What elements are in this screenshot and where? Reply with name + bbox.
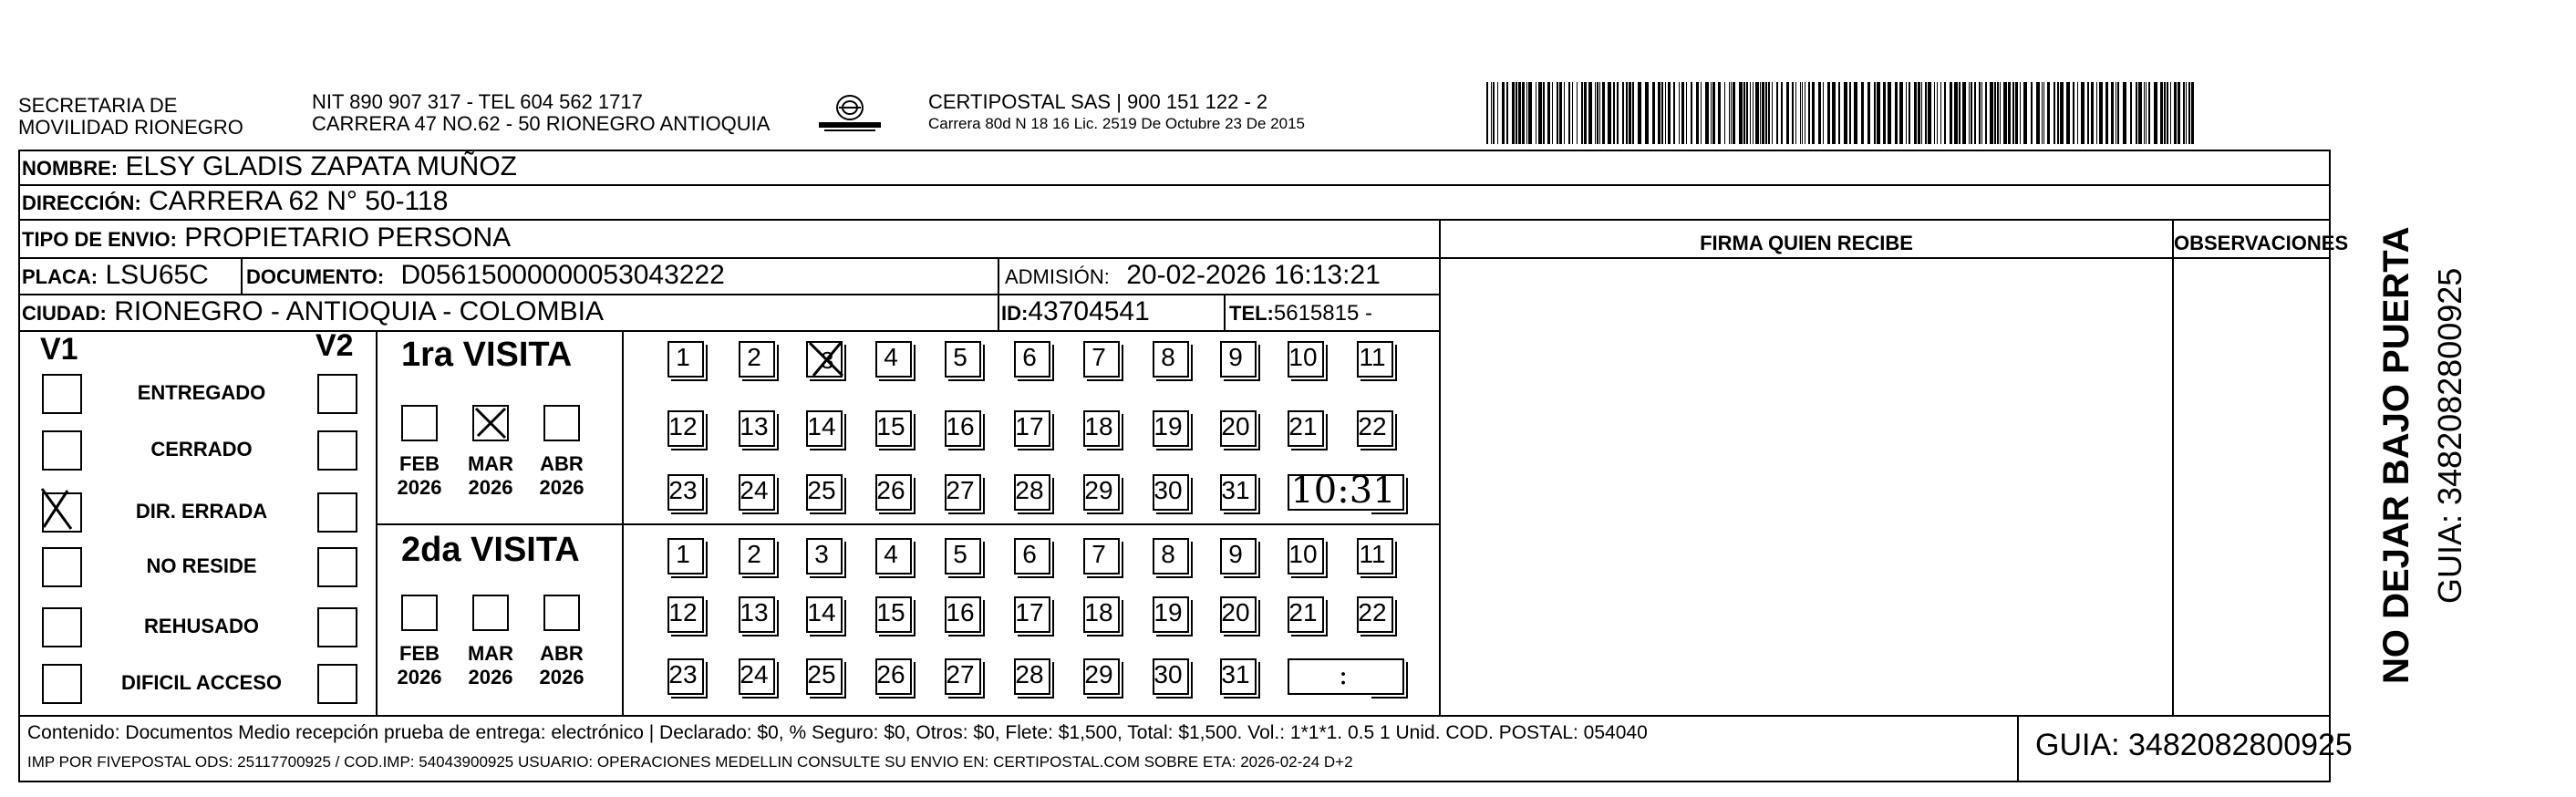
- day-box[interactable]: 15: [875, 410, 912, 447]
- day-box[interactable]: 12: [667, 596, 704, 633]
- day-box[interactable]: 25: [806, 474, 843, 511]
- admision-value: 20-02-2026 16:13:21: [1126, 260, 1381, 290]
- nombre-value: ELSY GLADIS ZAPATA MUÑOZ: [125, 151, 518, 181]
- day-box[interactable]: 19: [1153, 596, 1189, 633]
- direccion-value: CARRERA 62 N° 50-118: [149, 186, 449, 216]
- day-box[interactable]: 23: [667, 658, 704, 695]
- side-warning: NO DEJAR BAJO PUERTA: [2376, 226, 2416, 684]
- secretaria-line1: SECRETARIA DE: [18, 94, 178, 117]
- nit-line2: CARRERA 47 NO.62 - 50 RIONEGRO ANTIOQUIA: [312, 112, 771, 135]
- v1-checkbox[interactable]: [42, 492, 82, 533]
- v1-checkbox[interactable]: [42, 374, 82, 414]
- check-mark-icon: [806, 339, 846, 379]
- day-box[interactable]: 27: [945, 474, 981, 511]
- status-label: DIR. ERRADA: [135, 500, 268, 523]
- day-box[interactable]: 22: [1357, 410, 1393, 447]
- company-block: [928, 91, 1305, 133]
- day-box[interactable]: 6: [1014, 538, 1050, 574]
- day-box[interactable]: 22: [1357, 596, 1393, 633]
- svg-text:3: 3: [821, 347, 834, 374]
- day-box[interactable]: 14: [806, 596, 843, 633]
- secretaria-line2: MOVILIDAD RIONEGRO: [18, 116, 243, 139]
- day-box[interactable]: 13: [739, 410, 775, 447]
- month-checkbox[interactable]: [543, 405, 580, 441]
- day-box[interactable]: 16: [945, 596, 981, 633]
- day-box[interactable]: 25: [806, 658, 843, 695]
- placa-cell: [22, 260, 209, 293]
- day-box[interactable]: 31: [1220, 658, 1257, 695]
- day-box[interactable]: 3: [806, 538, 843, 574]
- ciudad-label: CIUDAD:: [22, 302, 107, 325]
- month-label: FEB 2026: [397, 452, 442, 499]
- month-checkbox[interactable]: [401, 405, 438, 441]
- v1-checkbox[interactable]: [42, 547, 82, 587]
- month-label: MAR 2026: [467, 642, 514, 688]
- month-checkbox[interactable]: [543, 595, 580, 631]
- status-label: ENTREGADO: [137, 381, 266, 404]
- day-box[interactable]: 23: [667, 474, 704, 511]
- nombre-label: NOMBRE:: [22, 157, 119, 180]
- month-checkbox[interactable]: [472, 405, 509, 441]
- day-box[interactable]: 14: [806, 410, 843, 447]
- tipo-value: PROPIETARIO PERSONA: [184, 223, 512, 253]
- month-label: ABR 2026: [539, 642, 585, 688]
- day-box[interactable]: 4: [875, 341, 912, 378]
- v1-checkbox[interactable]: [42, 607, 82, 647]
- day-box[interactable]: 29: [1083, 474, 1120, 511]
- v2-header: V2: [316, 328, 354, 363]
- tel-label: TEL:: [1229, 302, 1274, 325]
- day-box[interactable]: 11: [1357, 538, 1393, 574]
- v2-checkbox[interactable]: [317, 492, 357, 533]
- v2-checkbox[interactable]: [317, 374, 357, 414]
- placa-value: LSU65C: [105, 260, 209, 290]
- v2-checkbox[interactable]: [317, 664, 357, 704]
- day-box[interactable]: 6: [1014, 341, 1050, 378]
- status-label: DIFICIL ACCESO: [120, 671, 282, 694]
- v2-checkbox[interactable]: [317, 607, 357, 647]
- day-box[interactable]: 12: [667, 410, 704, 447]
- day-box[interactable]: 9: [1220, 341, 1257, 378]
- footer-guia: GUIA: 3482082800925: [2035, 728, 2353, 762]
- day-box[interactable]: 7: [1083, 341, 1120, 378]
- side-guia: GUIA: 3482082800925: [2431, 267, 2468, 604]
- footer-imp-line: IMP POR FIVEPOSTAL ODS: 25117700925 / COD.IMP: 54043900925 USUARIO: OPERACIONES MEDELLIN CONSULTE SU ENVIO EN: CERTIPOSTAL.COM SOBRE ETA: 2026-02-24 D+2: [27, 753, 1353, 771]
- nit-line1: NIT 890 907 317 - TEL 604 562 1717: [312, 90, 643, 113]
- day-box[interactable]: 17: [1014, 596, 1050, 633]
- day-box[interactable]: 20: [1220, 410, 1257, 447]
- status-label: REHUSADO: [144, 615, 259, 637]
- admision-label: ADMISIÓN:: [1005, 265, 1110, 288]
- observaciones-header: OBSERVACIONES: [2174, 232, 2349, 254]
- direccion-label: DIRECCIÓN:: [22, 191, 141, 214]
- day-box[interactable]: 28: [1014, 474, 1050, 511]
- day-box[interactable]: 30: [1153, 658, 1189, 695]
- first-visit-time-field[interactable]: 10:31: [1288, 474, 1404, 511]
- day-box[interactable]: 2: [739, 341, 775, 378]
- day-box[interactable]: 10: [1288, 538, 1324, 574]
- day-box[interactable]: 7: [1083, 538, 1120, 574]
- tipo-row: [22, 223, 511, 255]
- barcode: [1486, 82, 2198, 144]
- day-box[interactable]: 20: [1220, 596, 1257, 633]
- day-box[interactable]: 24: [739, 474, 775, 511]
- v2-checkbox[interactable]: [317, 547, 357, 587]
- placa-label: PLACA:: [22, 265, 98, 288]
- day-box[interactable]: 26: [875, 474, 912, 511]
- secretaria-block: [18, 95, 243, 139]
- day-box[interactable]: 18: [1083, 410, 1120, 447]
- id-label: ID:: [1001, 302, 1029, 325]
- month-label: FEB 2026: [397, 642, 442, 688]
- day-box[interactable]: 8: [1153, 538, 1189, 574]
- second-visit-title: 2da VISITA: [401, 531, 580, 569]
- documento-value: D05615000000053043222: [400, 260, 725, 290]
- day-box[interactable]: 15: [875, 596, 912, 633]
- day-box[interactable]: 27: [945, 658, 981, 695]
- day-box[interactable]: 21: [1288, 410, 1324, 447]
- day-box[interactable]: 4: [875, 538, 912, 574]
- tel-value: 5615815 -: [1273, 301, 1372, 326]
- check-mark-icon: [35, 483, 86, 534]
- day-box[interactable]: 18: [1083, 596, 1120, 633]
- ciudad-cell: [22, 296, 604, 329]
- day-box[interactable]: 30: [1153, 474, 1189, 511]
- day-box[interactable]: 24: [739, 658, 775, 695]
- day-box[interactable]: 1: [667, 341, 704, 378]
- day-box[interactable]: 13: [739, 596, 775, 633]
- v1-checkbox[interactable]: [42, 664, 82, 704]
- first-visit-title: 1ra VISITA: [401, 336, 573, 374]
- day-box[interactable]: 8: [1153, 341, 1189, 378]
- day-box[interactable]: 5: [945, 341, 981, 378]
- day-box[interactable]: 1: [667, 538, 704, 574]
- firma-header: FIRMA QUIEN RECIBE: [1700, 232, 1913, 254]
- month-checkbox[interactable]: [401, 595, 438, 631]
- documento-label: DOCUMENTO:: [246, 265, 385, 288]
- month-label: ABR 2026: [539, 452, 585, 499]
- footer-content-line: Contenido: Documentos Medio recepción prueba de entrega: electrónico | Declarado: $0, % Seguro: $0, Otros: $0, Flete: $1,500, Total: $1,500. Vol.: 1*1*1. 0.5 1 Unid. COD. POSTAL: 054040: [27, 722, 1648, 743]
- admision-cell: [1005, 260, 1381, 293]
- ciudad-value: RIONEGRO - ANTIOQUIA - COLOMBIA: [114, 296, 604, 326]
- second-visit-time-field[interactable]: :: [1288, 658, 1404, 695]
- day-box[interactable]: [806, 341, 843, 378]
- day-box[interactable]: 19: [1153, 410, 1189, 447]
- company-line1: CERTIPOSTAL SAS | 900 151 122 - 2: [928, 90, 1268, 113]
- id-value: 43704541: [1028, 296, 1150, 326]
- day-box[interactable]: 29: [1083, 658, 1120, 695]
- nombre-row: [22, 151, 517, 184]
- month-checkbox[interactable]: [472, 595, 509, 631]
- documento-cell: [246, 260, 725, 293]
- id-cell: [1001, 296, 1150, 329]
- day-box[interactable]: 16: [945, 410, 981, 447]
- v1-checkbox[interactable]: [42, 430, 82, 471]
- nit-block: [312, 91, 770, 135]
- day-box[interactable]: 9: [1220, 538, 1257, 574]
- day-box[interactable]: 31: [1220, 474, 1257, 511]
- status-label: CERRADO: [150, 438, 253, 461]
- day-box[interactable]: 28: [1014, 658, 1050, 695]
- day-box[interactable]: 26: [875, 658, 912, 695]
- tipo-label: TIPO DE ENVIO:: [22, 228, 177, 251]
- check-mark-icon: [472, 405, 509, 441]
- certipostal-logo: [815, 91, 885, 135]
- day-box[interactable]: 11: [1357, 341, 1393, 378]
- direccion-row: [22, 186, 448, 219]
- v1-header: V1: [40, 332, 78, 367]
- day-box[interactable]: 17: [1014, 410, 1050, 447]
- day-box[interactable]: 2: [739, 538, 775, 574]
- status-label: NO RESIDE: [146, 554, 257, 577]
- day-box[interactable]: 21: [1288, 596, 1324, 633]
- tel-cell: [1229, 298, 1372, 329]
- day-box[interactable]: 10: [1288, 341, 1324, 378]
- company-line2: Carrera 80d N 18 16 Lic. 2519 De Octubre 23 De 2015: [928, 115, 1305, 132]
- day-box[interactable]: 5: [945, 538, 981, 574]
- v2-checkbox[interactable]: [317, 430, 357, 471]
- month-label: MAR 2026: [467, 452, 514, 499]
